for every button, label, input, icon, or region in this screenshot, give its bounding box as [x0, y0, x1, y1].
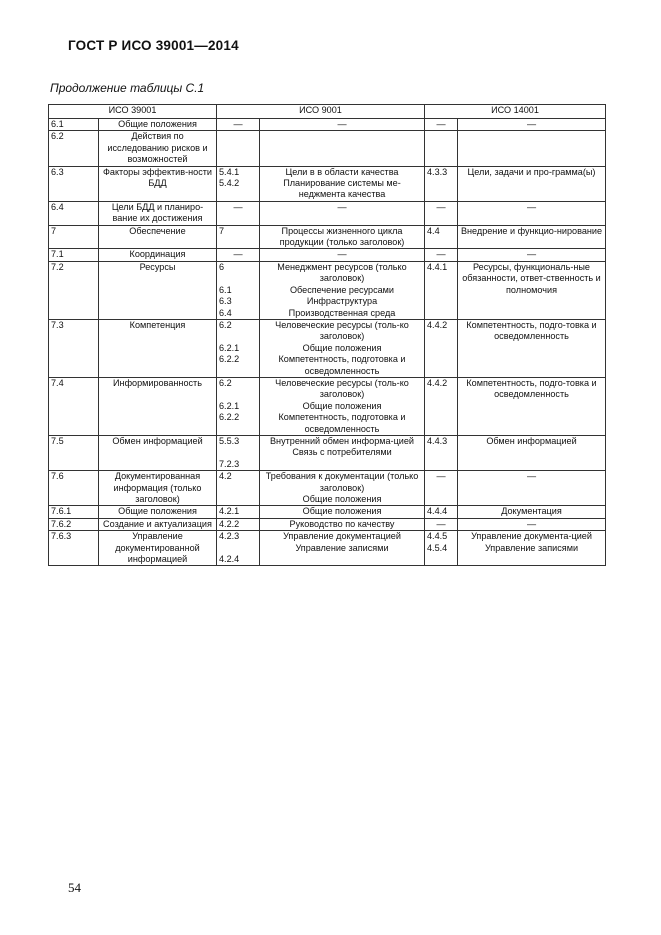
table-cell-c6: Компетентность, подго-товка и осведомленность — [458, 319, 606, 377]
table-cell-c2: Координация — [99, 249, 217, 261]
table-body — [49, 119, 606, 566]
table-cell-c4: — — [260, 201, 425, 225]
table-cell-c2: Компетенция — [99, 319, 217, 377]
table-row — [49, 201, 606, 225]
table-cell-c6: Цели, задачи и про-грамма(ы) — [458, 166, 606, 201]
table-row — [49, 119, 606, 131]
table-cell-c4: Менеджмент ресурсов (только заголовок) Обеспечение ресурсами Инфраструктура Производственная среда — [260, 261, 425, 319]
table-cell-c4: Общие положения — [260, 506, 425, 518]
table-cell-c2: Общие положения — [99, 506, 217, 518]
table-cell-c3: 4.2 — [217, 471, 260, 506]
table-cell-c2: Действия по исследованию рисков и возможностей — [99, 131, 217, 166]
table-cell-c3: 4.2.1 — [217, 506, 260, 518]
correspondence-table — [48, 104, 606, 566]
table-row — [49, 261, 606, 319]
table-cell-c5: 4.4.1 — [425, 261, 458, 319]
table-cell-c3: — — [217, 201, 260, 225]
table-cell-c3: 6 6.1 6.3 6.4 — [217, 261, 260, 319]
table-cell-c5: 4.4.2 — [425, 319, 458, 377]
table-cell-c1: 6.2 — [49, 131, 99, 166]
table-cell-c4: Управление документацией Управление записями — [260, 531, 425, 566]
table-row — [49, 506, 606, 518]
table-cell-c2: Общие положения — [99, 119, 217, 131]
table-cell-c5: 4.4.2 — [425, 377, 458, 435]
table-cell-c5: — — [425, 119, 458, 131]
table-cell-c6: — — [458, 518, 606, 530]
table-cell-c4: Требования к документации (только заголовок) Общие положения — [260, 471, 425, 506]
table-cell-c6: — — [458, 119, 606, 131]
table-cell-c1: 7.6.2 — [49, 518, 99, 530]
table-cell-c4: — — [260, 119, 425, 131]
table-cell-c2: Ресурсы — [99, 261, 217, 319]
table-cell-c4: Цели в в области качества Планирование системы ме-неджмента качества — [260, 166, 425, 201]
table-cell-c6: — — [458, 471, 606, 506]
table-cell-c3: 6.2 6.2.1 6.2.2 — [217, 377, 260, 435]
table-cell-c1: 7.1 — [49, 249, 99, 261]
table-cell-c1: 6.1 — [49, 119, 99, 131]
table-cell-c3: 4.2.3 4.2.4 — [217, 531, 260, 566]
table-cell-c1: 7.6.1 — [49, 506, 99, 518]
table-cell-c2: Факторы эффектив-ности БДД — [99, 166, 217, 201]
table-cell-c2: Информированность — [99, 377, 217, 435]
table-cell-c2: Документированная информация (только заголовок) — [99, 471, 217, 506]
table-cell-c4: Внутренний обмен информа-цией Связь с потребителями — [260, 435, 425, 470]
table-row — [49, 166, 606, 201]
table-cell-c1: 7.2 — [49, 261, 99, 319]
table-cell-c5: 4.4 — [425, 225, 458, 249]
table-cell-c4: — — [260, 249, 425, 261]
table-cell-c6: Внедрение и функцио-нирование — [458, 225, 606, 249]
table-row — [49, 319, 606, 377]
table-cell-c3: 7 — [217, 225, 260, 249]
table-row — [49, 471, 606, 506]
table-cell-c1: 7.6 — [49, 471, 99, 506]
table-cell-c4: Процессы жизненного цикла продукции (только заголовок) — [260, 225, 425, 249]
table-header-row — [49, 105, 606, 119]
table-cell-c6: Документация — [458, 506, 606, 518]
table-cell-c4: Человеческие ресурсы (толь-ко заголовок) Общие положения Компетентность, подготовка и осведомленность — [260, 319, 425, 377]
table-cell-c3: 4.2.2 — [217, 518, 260, 530]
table-cell-c2: Создание и актуализация — [99, 518, 217, 530]
table-cell-c1: 7.4 — [49, 377, 99, 435]
column-header-iso14001: ИСО 14001 — [425, 105, 606, 119]
table-cell-c3: — — [217, 119, 260, 131]
table-cell-c6: Ресурсы, функциональ-ные обязанности, ответ-ственность и полномочия — [458, 261, 606, 319]
table-cell-c2: Обмен информацией — [99, 435, 217, 470]
table-cell-c1: 6.4 — [49, 201, 99, 225]
table-cell-c5 — [425, 131, 458, 166]
table-cell-c1: 7 — [49, 225, 99, 249]
table-row — [49, 131, 606, 166]
table-cell-c3: 5.5.3 7.2.3 — [217, 435, 260, 470]
table-cell-c1: 7.3 — [49, 319, 99, 377]
table-row — [49, 435, 606, 470]
table-cell-c6: Компетентность, подго-товка и осведомленность — [458, 377, 606, 435]
table-row — [49, 518, 606, 530]
table-cell-c3: 6.2 6.2.1 6.2.2 — [217, 319, 260, 377]
table-row — [49, 531, 606, 566]
table-cell-c5: 4.3.3 — [425, 166, 458, 201]
table-cell-c1: 7.5 — [49, 435, 99, 470]
table-cell-c2: Управление документированной информацией — [99, 531, 217, 566]
table-cell-c5: — — [425, 249, 458, 261]
table-cell-c2: Обеспечение — [99, 225, 217, 249]
table-caption: Продолжение таблицы С.1 — [50, 81, 205, 95]
table-cell-c3: — — [217, 249, 260, 261]
table-cell-c5: — — [425, 518, 458, 530]
table-row — [49, 225, 606, 249]
table-cell-c5: — — [425, 201, 458, 225]
table-cell-c3: 5.4.1 5.4.2 — [217, 166, 260, 201]
table-cell-c5: 4.4.3 — [425, 435, 458, 470]
table-cell-c1: 7.6.3 — [49, 531, 99, 566]
table-cell-c1: 6.3 — [49, 166, 99, 201]
table-cell-c6: Управление документа-цией Управление записями — [458, 531, 606, 566]
table-cell-c6: — — [458, 201, 606, 225]
table-cell-c4 — [260, 131, 425, 166]
table-cell-c4: Руководство по качеству — [260, 518, 425, 530]
table-cell-c6: — — [458, 249, 606, 261]
document-title: ГОСТ Р ИСО 39001—2014 — [68, 38, 239, 53]
table-cell-c6: Обмен информацией — [458, 435, 606, 470]
column-header-iso9001: ИСО 9001 — [217, 105, 425, 119]
table-cell-c4: Человеческие ресурсы (толь-ко заголовок) Общие положения Компетентность, подготовка и осведомленность — [260, 377, 425, 435]
table-cell-c2: Цели БДД и планиро-вание их достижения — [99, 201, 217, 225]
table-cell-c6 — [458, 131, 606, 166]
page-number: 54 — [68, 880, 81, 895]
table-row — [49, 377, 606, 435]
column-header-iso39001: ИСО 39001 — [49, 105, 217, 119]
table-cell-c5: 4.4.5 4.5.4 — [425, 531, 458, 566]
table-cell-c5: 4.4.4 — [425, 506, 458, 518]
table-cell-c3 — [217, 131, 260, 166]
table-cell-c5: — — [425, 471, 458, 506]
table-row — [49, 249, 606, 261]
